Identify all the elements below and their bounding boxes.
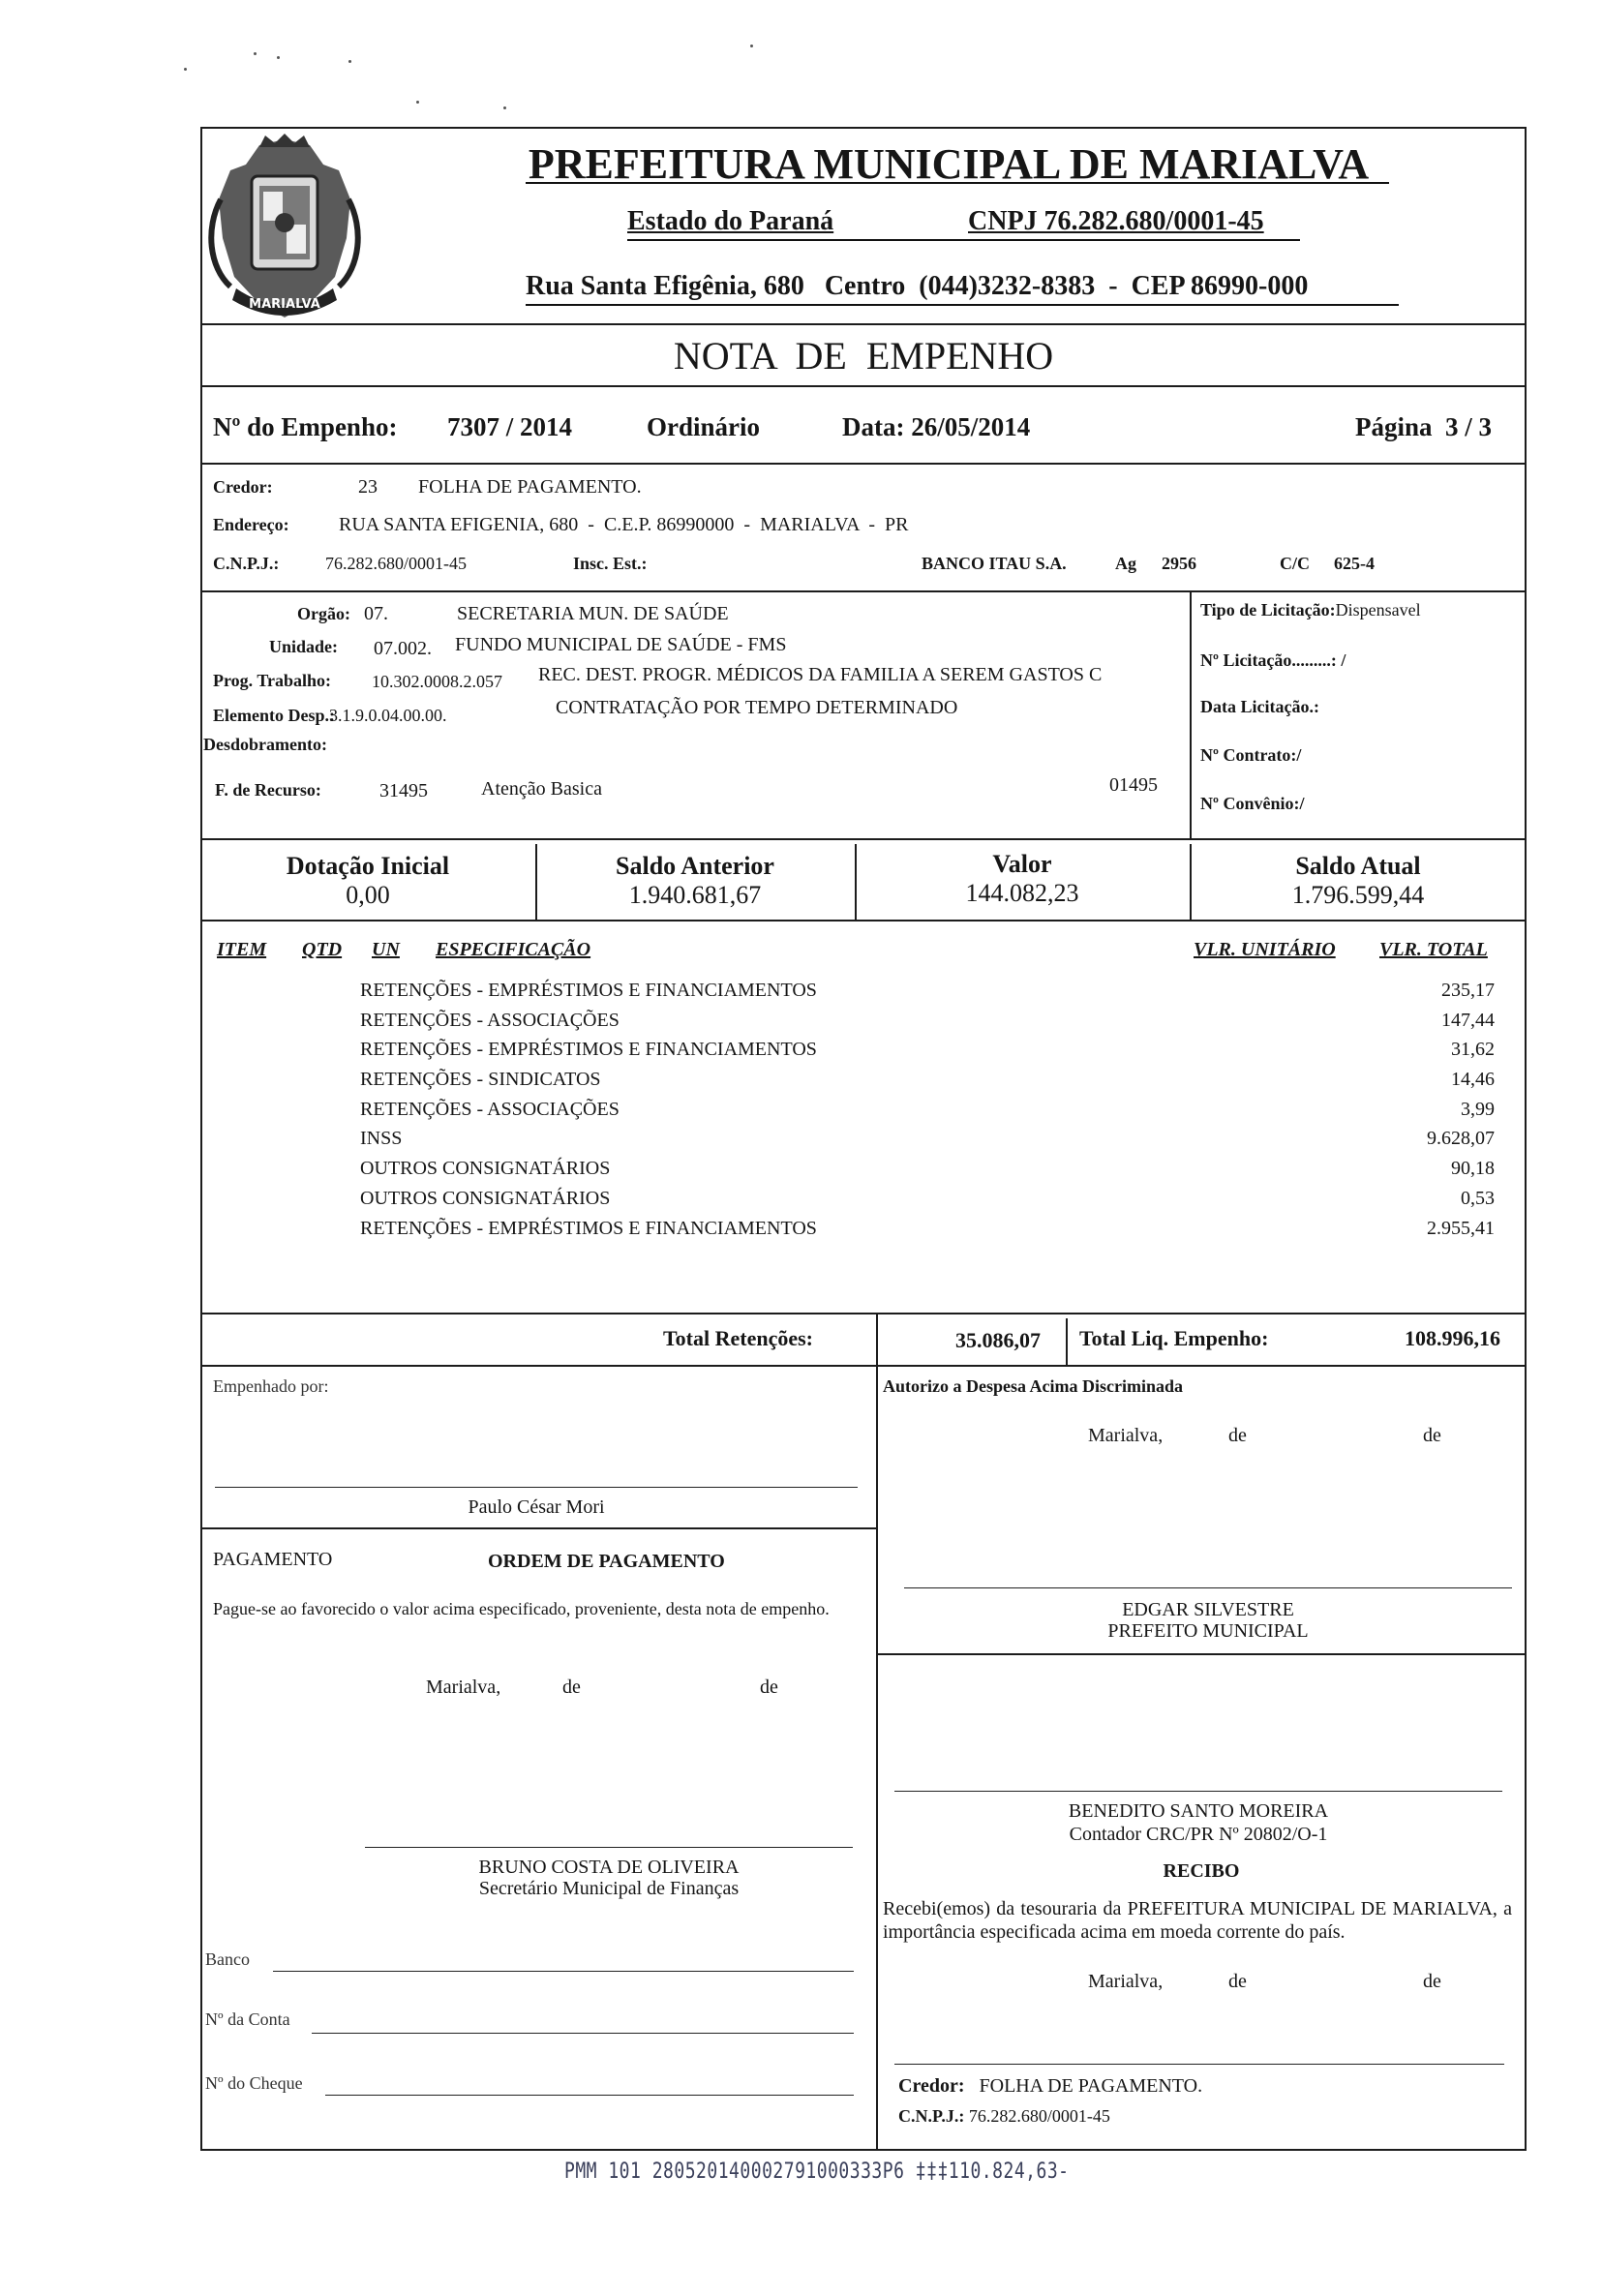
recibo-de-2: de bbox=[1423, 1971, 1441, 1992]
pagamento-city: Marialva, bbox=[426, 1677, 501, 1698]
total-liq-label: Total Liq. Empenho: bbox=[1079, 1326, 1269, 1350]
pagamento-text: Pague-se ao favorecido o valor acima especificado, proveniente, desta nota de empenho. bbox=[213, 1599, 830, 1618]
totals-divider-2 bbox=[1066, 1318, 1068, 1367]
cheque-label: Nº do Cheque bbox=[205, 2073, 303, 2093]
saldo-atual-value: 1.796.599,44 bbox=[1291, 881, 1425, 909]
item-description: RETENÇÕES - EMPRÉSTIMOS E FINANCIAMENTOS bbox=[360, 980, 817, 1001]
prefeito-signature-line bbox=[904, 1587, 1512, 1588]
saldo-dotacao-value: 0,00 bbox=[346, 881, 390, 909]
item-description: OUTROS CONSIGNATÁRIOS bbox=[360, 1158, 611, 1180]
credor-code: 23 bbox=[358, 476, 378, 498]
table-row bbox=[360, 1099, 1495, 1129]
desdobramento-label: Desdobramento: bbox=[203, 735, 327, 754]
insc-est-label: Insc. Est.: bbox=[573, 554, 648, 573]
empenhado-bottom bbox=[200, 1527, 878, 1529]
table-row bbox=[360, 1188, 1495, 1218]
total-retencoes-value: 35.086,07 bbox=[955, 1328, 1041, 1352]
item-description: INSS bbox=[360, 1128, 403, 1150]
item-description: RETENÇÕES - ASSOCIAÇÕES bbox=[360, 1009, 620, 1031]
convenio-number: Nº Convênio:/ bbox=[1200, 794, 1305, 813]
pagamento-label: PAGAMENTO bbox=[213, 1549, 333, 1570]
conta-label: Nº da Conta bbox=[205, 2009, 290, 2029]
recibo-de-1: de bbox=[1228, 1971, 1247, 1992]
item-description: RETENÇÕES - ASSOCIAÇÕES bbox=[360, 1098, 620, 1120]
recibo-cnpj-label: C.N.P.J.: bbox=[898, 2106, 965, 2126]
footer-code: PMM 101 280520140002791000333P6 ‡‡‡110.824,63- bbox=[564, 2159, 1070, 2185]
doc-title: NOTA DE EMPENHO bbox=[673, 334, 1054, 378]
elemento-label: Elemento Desp.: bbox=[213, 706, 335, 725]
budget-divider bbox=[1190, 590, 1192, 840]
licitacao-tipo-label: Tipo de Licitação: bbox=[1200, 600, 1336, 619]
recibo-title: RECIBO bbox=[1163, 1860, 1240, 1882]
totals-box bbox=[200, 1313, 1527, 1367]
municipality-title: PREFEITURA MUNICIPAL DE MARIALVA bbox=[528, 140, 1370, 188]
cnpj-label: CNPJ 76.282.680/0001-45 bbox=[968, 206, 1264, 236]
page-number: Página 3 / 3 bbox=[1355, 412, 1493, 441]
col-especificacao: ESPECIFICAÇÃO bbox=[436, 939, 591, 960]
total-liq-value: 108.996,16 bbox=[1405, 1326, 1500, 1350]
recibo-cnpj bbox=[898, 2106, 1110, 2127]
saldo-valor-value: 144.082,23 bbox=[965, 879, 1079, 907]
title-underline bbox=[526, 182, 1389, 184]
contador-role: Contador CRC/PR Nº 20802/O-1 bbox=[1069, 1824, 1328, 1845]
prog-code: 10.302.0008.2.057 bbox=[372, 672, 502, 691]
licitacao-numero: Nº Licitação.........: / bbox=[1200, 650, 1346, 670]
credor-label: Credor: bbox=[213, 477, 273, 497]
item-description: OUTROS CONSIGNATÁRIOS bbox=[360, 1187, 611, 1209]
empenho-type: Ordinário bbox=[647, 412, 761, 441]
licitacao-tipo-value: Dispensavel bbox=[1335, 600, 1421, 619]
unidade-code: 07.002. bbox=[374, 638, 432, 659]
contador-signature-line bbox=[894, 1791, 1502, 1792]
empenhado-label: Empenhado por: bbox=[213, 1376, 329, 1396]
saldo-anterior bbox=[535, 852, 855, 910]
unidade-label: Unidade: bbox=[269, 637, 339, 656]
contador-name: BENEDITO SANTO MOREIRA bbox=[1068, 1800, 1329, 1822]
item-description: RETENÇÕES - EMPRÉSTIMOS E FINANCIAMENTOS bbox=[360, 1039, 817, 1061]
recibo-credor-label: Credor: bbox=[898, 2075, 965, 2097]
banco-label: Banco bbox=[205, 1949, 250, 1969]
secretario-role: Secretário Municipal de Finanças bbox=[478, 1878, 740, 1899]
table-row bbox=[360, 1128, 1495, 1158]
saldo-dotacao-label: Dotação Inicial bbox=[286, 852, 450, 880]
saldo-dotacao bbox=[200, 852, 535, 910]
autorizo-de-1: de bbox=[1228, 1425, 1247, 1446]
col-vlr-total: VLR. TOTAL bbox=[1379, 939, 1488, 960]
pagamento-de-1: de bbox=[562, 1677, 581, 1698]
table-row bbox=[360, 1218, 1495, 1248]
saldo-valor-label: Valor bbox=[992, 850, 1052, 878]
item-total: 2.955,41 bbox=[1427, 1217, 1495, 1239]
items-list bbox=[360, 980, 1495, 1247]
item-description: RETENÇÕES - SINDICATOS bbox=[360, 1069, 601, 1091]
credor-cnpj-label: C.N.P.J.: bbox=[213, 554, 280, 573]
orgao-name: SECRETARIA MUN. DE SAÚDE bbox=[457, 603, 729, 624]
total-retencoes-label: Total Retenções: bbox=[663, 1326, 813, 1350]
orgao-label: Orgão: bbox=[297, 604, 350, 623]
recibo-cnpj-value: 76.282.680/0001-45 bbox=[968, 2106, 1110, 2126]
agency-label: Ag bbox=[1115, 554, 1136, 573]
recurso-code: 31495 bbox=[379, 780, 428, 801]
orgao-code: 07. bbox=[364, 603, 388, 624]
bank-name: BANCO ITAU S.A. bbox=[922, 554, 1067, 573]
col-qtd: QTD bbox=[302, 939, 343, 960]
table-row bbox=[360, 1010, 1495, 1040]
recibo-signature-line bbox=[894, 2064, 1504, 2065]
recibo-city: Marialva, bbox=[1088, 1971, 1164, 1992]
recibo-credor-name: FOLHA DE PAGAMENTO. bbox=[979, 2075, 1203, 2097]
secretario-signature-line bbox=[365, 1847, 853, 1848]
item-description: RETENÇÕES - EMPRÉSTIMOS E FINANCIAMENTOS bbox=[360, 1217, 817, 1239]
ordem-pagamento-title: ORDEM DE PAGAMENTO bbox=[488, 1551, 725, 1572]
col-un: UN bbox=[372, 939, 400, 960]
table-row bbox=[360, 1069, 1495, 1099]
unidade-name: FUNDO MUNICIPAL DE SAÚDE - FMS bbox=[455, 634, 787, 655]
autorizo-bottom bbox=[876, 1653, 1527, 1655]
table-row bbox=[360, 1158, 1495, 1188]
recurso-label: F. de Recurso: bbox=[215, 780, 321, 800]
recurso-name: Atenção Basica bbox=[481, 778, 602, 800]
licitacao-tipo bbox=[1200, 600, 1421, 620]
pagamento-de-2: de bbox=[760, 1677, 778, 1698]
item-total: 0,53 bbox=[1461, 1187, 1495, 1209]
signatures-divider bbox=[876, 1365, 878, 2151]
banco-field-line[interactable] bbox=[273, 1971, 854, 1972]
item-total: 235,17 bbox=[1441, 980, 1495, 1001]
secretario-name: BRUNO COSTA DE OLIVEIRA bbox=[478, 1857, 740, 1878]
account-number: 625-4 bbox=[1334, 554, 1375, 573]
recibo-text: Recebi(emos) da tesouraria da PREFEITURA MUNICIPAL DE MARIALVA, a importância especificada acima em moeda corrente do país. bbox=[883, 1898, 1512, 1943]
item-total: 3,99 bbox=[1461, 1098, 1495, 1120]
address-line: Rua Santa Efigênia, 680 Centro (044)3232-8383 - CEP 86990-000 bbox=[526, 271, 1309, 301]
prog-name: REC. DEST. PROGR. MÉDICOS DA FAMILIA A SEREM GASTOS C bbox=[538, 664, 1103, 685]
empenho-number: 7307 / 2014 bbox=[447, 412, 573, 441]
prefeito-name: EDGAR SILVESTRE bbox=[1122, 1599, 1294, 1620]
licitacao-data: Data Licitação.: bbox=[1200, 697, 1319, 716]
col-item: ITEM bbox=[217, 939, 267, 960]
autorizo-city: Marialva, bbox=[1088, 1425, 1164, 1446]
credor-cnpj: 76.282.680/0001-45 bbox=[325, 554, 467, 573]
empenho-date: Data: 26/05/2014 bbox=[842, 412, 1031, 441]
saldo-atual-label: Saldo Atual bbox=[1295, 852, 1421, 880]
recibo-credor bbox=[898, 2075, 1202, 2098]
autorizo-de-2: de bbox=[1423, 1425, 1441, 1446]
prefeito-role: PREFEITO MUNICIPAL bbox=[1107, 1620, 1309, 1642]
agency-number: 2956 bbox=[1162, 554, 1196, 573]
contrato-number: Nº Contrato:/ bbox=[1200, 745, 1302, 765]
state-underline bbox=[627, 239, 1300, 241]
address-underline bbox=[526, 304, 1399, 306]
credor-name: FOLHA DE PAGAMENTO. bbox=[418, 476, 642, 498]
empenhado-signer: Paulo César Mori bbox=[468, 1496, 605, 1518]
credor-address: RUA SANTA EFIGENIA, 680 - C.E.P. 86990000 - MARIALVA - PR bbox=[339, 514, 909, 535]
prog-label: Prog. Trabalho: bbox=[213, 671, 332, 690]
saldo-atual bbox=[1190, 852, 1527, 910]
item-total: 31,62 bbox=[1451, 1039, 1495, 1061]
item-total: 9.628,07 bbox=[1427, 1128, 1495, 1150]
item-total: 14,46 bbox=[1451, 1069, 1495, 1091]
col-vlr-unitario: VLR. UNITÁRIO bbox=[1194, 939, 1336, 960]
table-row bbox=[360, 980, 1495, 1010]
saldo-anterior-label: Saldo Anterior bbox=[616, 852, 774, 880]
recurso-right-code: 01495 bbox=[1109, 774, 1158, 796]
elemento-code: 3.1.9.0.04.00.00. bbox=[329, 706, 447, 725]
empenhado-signature-line bbox=[215, 1487, 858, 1488]
autorizo-label: Autorizo a Despesa Acima Discriminada bbox=[883, 1376, 1183, 1396]
item-total: 147,44 bbox=[1441, 1009, 1495, 1031]
account-label: C/C bbox=[1280, 554, 1310, 573]
address-label: Endereço: bbox=[213, 515, 289, 534]
svg-text:MARIALVA: MARIALVA bbox=[249, 297, 320, 312]
cheque-field-line[interactable] bbox=[325, 2095, 854, 2096]
saldo-valor bbox=[855, 850, 1190, 908]
state-label: Estado do Paraná bbox=[627, 206, 834, 236]
empenho-number-label: Nº do Empenho: bbox=[213, 412, 398, 441]
conta-field-line[interactable] bbox=[312, 2033, 854, 2034]
item-total: 90,18 bbox=[1451, 1158, 1495, 1180]
table-row bbox=[360, 1039, 1495, 1069]
elemento-name: CONTRATAÇÃO POR TEMPO DETERMINADO bbox=[556, 697, 958, 718]
municipal-crest-icon bbox=[201, 132, 368, 333]
saldo-anterior-value: 1.940.681,67 bbox=[628, 881, 762, 909]
